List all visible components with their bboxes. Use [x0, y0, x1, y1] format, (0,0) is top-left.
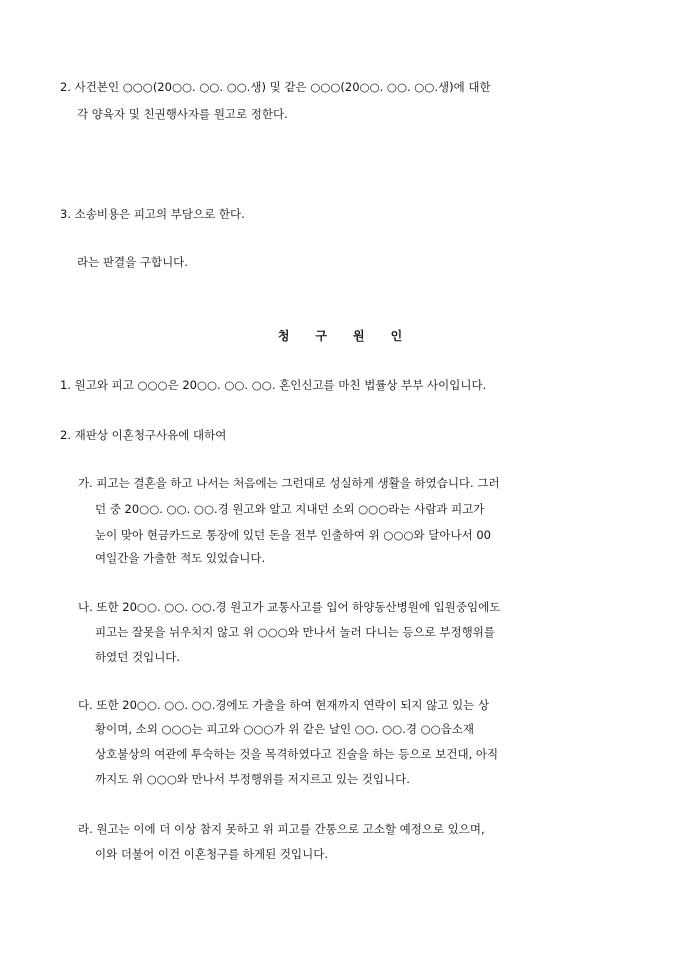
cause-sub-da-line-3: 상호불상의 여관에 투숙하는 것을 목격하였다고 진술을 하는 등으로 보건대, 아직: [95, 747, 499, 761]
cause-sub-ga-line-3: 눈이 맞아 현금카드로 통장에 있던 돈을 전부 인출하여 위 ○○○와 달아나서 00: [95, 528, 491, 542]
relief-closing: 라는 판결을 구합니다.: [77, 255, 188, 269]
cause-sub-ga-line-1: 가. 피고는 결혼을 하고 나서는 처음에는 그런대로 성실하게 생활을 하였습니다. 그러: [78, 476, 500, 490]
cause-sub-na-line-2: 피고는 잘못을 뉘우치지 않고 위 ○○○와 만나서 놀러 다니는 등으로 부정행위를: [95, 625, 495, 639]
cause-heading: 청구원인: [277, 329, 429, 343]
relief-item-3: 3. 소송비용은 피고의 부담으로 한다.: [60, 207, 245, 221]
cause-item-2: 2. 재판상 이혼청구사유에 대하여: [60, 428, 227, 442]
cause-sub-ra-line-2: 이와 더불어 이건 이혼청구를 하게된 것입니다.: [95, 847, 329, 861]
cause-sub-da-line-4: 까지도 위 ○○○와 만나서 부정행위를 저지르고 있는 것입니다.: [95, 772, 410, 786]
cause-sub-da-line-1: 다. 또한 20○○. ○○. ○○.경에도 가출을 하여 현재까지 연락이 되지 않고 있는 상: [78, 698, 490, 712]
cause-sub-na-line-3: 하였던 것입니다.: [95, 650, 181, 664]
cause-sub-ga-line-4: 여일간을 가출한 적도 있었습니다.: [95, 551, 266, 565]
relief-item-2-line-2: 각 양육자 및 친권행사자를 원고로 정한다.: [77, 107, 288, 121]
cause-sub-na-line-1: 나. 또한 20○○. ○○. ○○.경 원고가 교통사고를 입어 하양동산병원에 입원중임에도: [78, 600, 501, 614]
cause-item-1: 1. 원고와 피고 ○○○은 20○○. ○○. ○○. 혼인신고를 마친 법률상 부부 사이입니다.: [60, 378, 487, 392]
cause-sub-ga-line-2: 던 중 20○○. ○○. ○○.경 원고와 알고 지내던 소외 ○○○라는 사람과 피고가: [95, 502, 485, 516]
cause-sub-ra-line-1: 라. 원고는 이에 더 이상 참지 못하고 위 피고를 간통으로 고소할 예정으로 있으며,: [78, 822, 485, 836]
relief-item-2-line-1: 2. 사건본인 ○○○(20○○. ○○. ○○.생) 및 같은 ○○○(20○○. ○○. ○○.생)에 대한: [60, 80, 491, 94]
cause-sub-da-line-2: 황이며, 소외 ○○○는 피고와 ○○○가 위 같은 날인 ○○. ○○.경 ○○읍소재: [95, 722, 475, 736]
